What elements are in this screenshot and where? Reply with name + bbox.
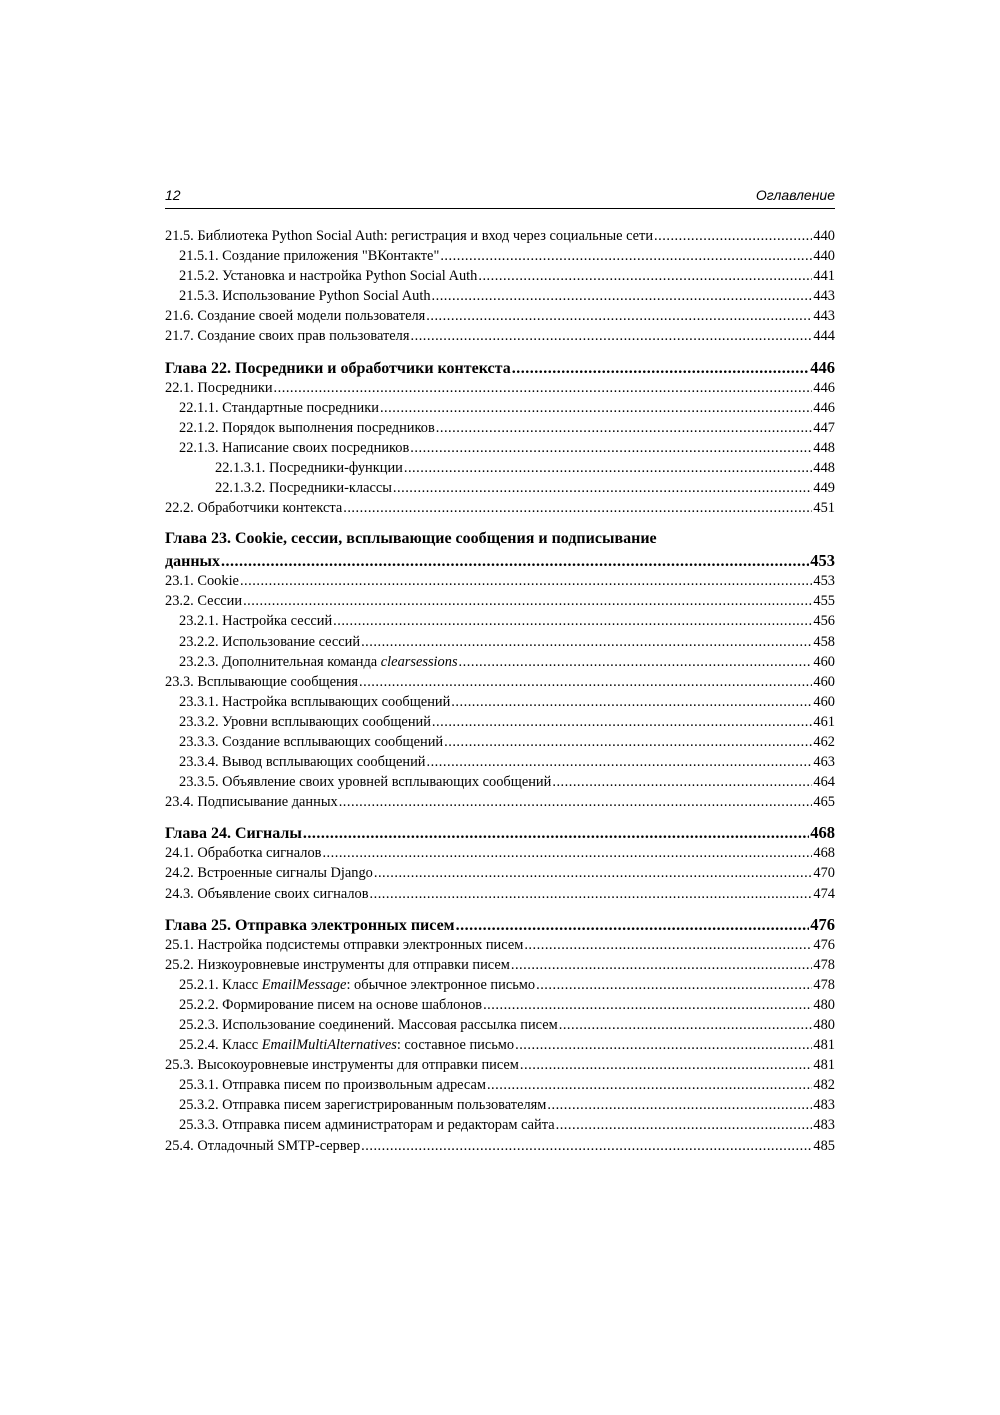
running-title: Оглавление — [755, 187, 835, 203]
toc-entry[interactable]: 23.3.5. Объявление своих уровней всплывающих сообщений ..... 464 — [165, 772, 835, 792]
toc-entry[interactable]: 21.6. Создание своей модели пользователя ..... 443 — [165, 306, 835, 326]
toc-entry[interactable]: 25.2.1. Класс EmailMessage: обычное электронное письмо ..... 478 — [165, 975, 835, 995]
table-of-contents — [165, 226, 835, 1156]
toc-entry[interactable]: 25.3.2. Отправка писем зарегистрированным пользователям ..... 483 — [165, 1095, 835, 1115]
toc-entry[interactable]: 23.4. Подписывание данных ..... 465 — [165, 792, 835, 812]
toc-chapter-23[interactable]: данных ..... 453 — [165, 551, 835, 571]
toc-entry[interactable]: 23.3. Всплывающие сообщения ..... 460 — [165, 672, 835, 692]
page-header — [165, 187, 835, 207]
toc-entry[interactable]: 23.2.2. Использование сессий ..... 458 — [165, 632, 835, 652]
toc-entry[interactable]: 23.2.1. Настройка сессий ..... 456 — [165, 611, 835, 631]
toc-entry[interactable]: 23.2.3. Дополнительная команда clearsessions ..... 460 — [165, 652, 835, 672]
toc-chapter-25[interactable]: Глава 25. Отправка электронных писем ..... 476 — [165, 915, 835, 935]
toc-entry[interactable]: 23.1. Cookie ..... 453 — [165, 571, 835, 591]
toc-entry[interactable]: 22.1. Посредники ..... 446 — [165, 378, 835, 398]
toc-entry[interactable]: 25.2. Низкоуровневые инструменты для отправки писем ..... 478 — [165, 955, 835, 975]
toc-entry[interactable]: 21.5.3. Использование Python Social Auth ..... 443 — [165, 286, 835, 306]
toc-entry[interactable]: 22.1.1. Стандартные посредники ..... 446 — [165, 398, 835, 418]
toc-entry[interactable]: 23.3.4. Вывод всплывающих сообщений ..... 463 — [165, 752, 835, 772]
toc-entry[interactable]: 24.2. Встроенные сигналы Django ..... 470 — [165, 863, 835, 883]
toc-entry[interactable]: 25.4. Отладочный SMTP-сервер ..... 485 — [165, 1136, 835, 1156]
toc-entry[interactable]: 25.2.2. Формирование писем на основе шаблонов ..... 480 — [165, 995, 835, 1015]
toc-entry[interactable]: 24.1. Обработка сигналов ..... 468 — [165, 843, 835, 863]
toc-entry[interactable]: 23.2. Сессии ..... 455 — [165, 591, 835, 611]
toc-chapter-24[interactable]: Глава 24. Сигналы ..... 468 — [165, 823, 835, 843]
toc-entry[interactable]: 21.5. Библиотека Python Social Auth: регистрация и вход через социальные сети ..... 440 — [165, 226, 835, 246]
toc-entry[interactable]: 22.1.3.2. Посредники-классы ..... 449 — [165, 478, 835, 498]
page-number: 12 — [165, 187, 181, 203]
toc-entry[interactable]: 21.7. Создание своих прав пользователя ..... 444 — [165, 326, 835, 346]
toc-entry[interactable]: 25.3.1. Отправка писем по произвольным адресам ..... 482 — [165, 1075, 835, 1095]
toc-entry[interactable]: 22.2. Обработчики контекста ..... 451 — [165, 498, 835, 518]
toc-entry[interactable]: 25.2.3. Использование соединений. Массовая рассылка писем ..... 480 — [165, 1015, 835, 1035]
toc-entry[interactable]: 23.3.2. Уровни всплывающих сообщений ..... 461 — [165, 712, 835, 732]
toc-entry[interactable]: 23.3.1. Настройка всплывающих сообщений ..... 460 — [165, 692, 835, 712]
toc-entry[interactable]: 25.1. Настройка подсистемы отправки электронных писем ..... 476 — [165, 935, 835, 955]
toc-chapter-23-title[interactable]: Глава 23. Cookie, сессии, всплывающие сообщения и подписывание — [165, 530, 657, 548]
toc-entry[interactable]: 22.1.2. Порядок выполнения посредников ..... 447 — [165, 418, 835, 438]
toc-entry[interactable]: 23.3.3. Создание всплывающих сообщений ..... 462 — [165, 732, 835, 752]
toc-entry[interactable]: 25.2.4. Класс EmailMultiAlternatives: составное письмо ..... 481 — [165, 1035, 835, 1055]
toc-entry[interactable]: 25.3.3. Отправка писем администраторам и редакторам сайта ..... 483 — [165, 1115, 835, 1135]
toc-chapter-22[interactable]: Глава 22. Посредники и обработчики контекста ..... 446 — [165, 358, 835, 378]
toc-entry[interactable]: 24.3. Объявление своих сигналов ..... 474 — [165, 884, 835, 904]
toc-entry[interactable]: 22.1.3. Написание своих посредников ..... 448 — [165, 438, 835, 458]
header-divider — [165, 208, 835, 209]
toc-entry[interactable]: 21.5.2. Установка и настройка Python Social Auth ..... 441 — [165, 266, 835, 286]
toc-entry[interactable]: 21.5.1. Создание приложения "ВКонтакте" ..... 440 — [165, 246, 835, 266]
toc-entry[interactable]: 22.1.3.1. Посредники-функции ..... 448 — [165, 458, 835, 478]
toc-entry[interactable]: 25.3. Высокоуровневые инструменты для отправки писем ..... 481 — [165, 1055, 835, 1075]
